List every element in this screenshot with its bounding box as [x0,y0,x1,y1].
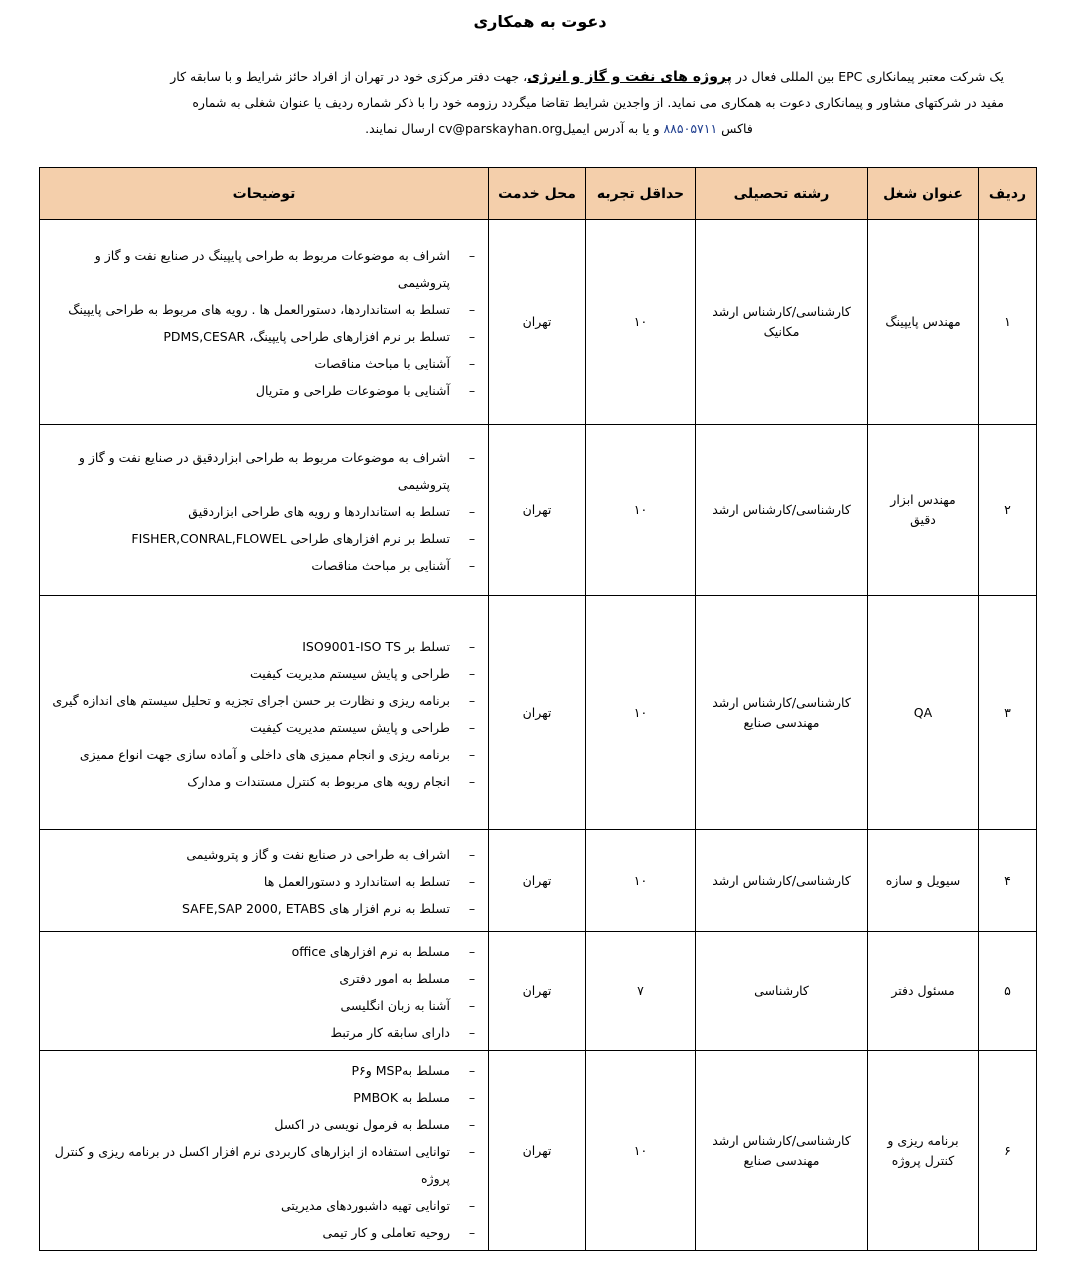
intro-line-2: مفید در شرکتهای مشاور و پیمانکاری دعوت به همکاری می نماید. از واجدین شرایط تقاضا میگردد رزومه خود را با ذکر شماره ردیف یا عنوان شغلی به شماره [192,95,1004,110]
cell-description [40,425,489,596]
list-item: – مسلط بهMSP وP۶ [48,1057,488,1084]
cell-job: QA [868,596,979,830]
requirements-list [48,1057,488,1246]
header-row-number: ردیف [979,168,1037,220]
list-item: – مسلط به فرمول نویسی در اکسل [48,1111,488,1138]
requirements-list [48,938,488,1046]
cell-description [40,932,489,1051]
cell-exp: ۱۰ [586,220,696,425]
list-item: – تسلط بر نرم افزارهای طراحی پایپینگ، PDMS,CESAR [48,323,488,350]
cell-loc: تهران [489,220,586,425]
table-row [40,932,1037,1051]
jobs-table [39,167,1037,1251]
list-item: – تسلط بر نرم افزارهای طراحی FISHER,CONRAL,FLOWEL [48,525,488,552]
cell-job: مهندس پایپینگ [868,220,979,425]
list-item: – طراحی و پایش سیستم مدیریت کیفیت [48,714,488,741]
list-item: – تسلط به نرم افزار های SAFE,SAP 2000, ETABS [48,895,488,922]
header-field: رشته تحصیلی [696,168,868,220]
list-item: – تسلط به استانداردها و رویه های طراحی ابزاردقیق [48,498,488,525]
requirements-list [48,242,488,404]
intro-text: و یا به آدرس ایمیل [562,121,664,136]
list-item: – تسلط بر ISO9001-ISO TS [48,633,488,660]
cell-field: کارشناسی/کارشناس ارشد مکانیک [696,220,868,425]
list-item: – مسلط به نرم افزارهای office [48,938,488,965]
cell-exp: ۱۰ [586,1051,696,1251]
list-item: – انجام رویه های مربوط به کنترل مستندات و مدارک [48,768,488,795]
cell-description [40,220,489,425]
list-item: – آشنایی با موضوعات طراحی و متریال [48,377,488,404]
cell-exp: ۱۰ [586,596,696,830]
cell-loc: تهران [489,1051,586,1251]
header-description: توضیحات [40,168,489,220]
table-row [40,596,1037,830]
intro-text: ، جهت دفتر مرکزی خود در تهران از افراد حائز شرایط و با سابقه کار [170,69,528,84]
list-item: – اشراف به موضوعات مربوط به طراحی ابزاردقیق در صنایع نفت و گاز و پتروشیمی [48,444,488,498]
cell-description [40,830,489,932]
list-item: – توانایی استفاده از ابزارهای کاربردی نرم افزار اکسل در برنامه ریزی و کنترل پروژه [48,1138,488,1192]
intro-text: ارسال نمایند. [365,121,439,136]
intro-highlight: پروژه های نفت و گاز و انرژی [527,69,732,85]
cell-field: کارشناسی/کارشناس ارشد مهندسی صنایع [696,1051,868,1251]
requirements-list [48,633,488,795]
cell-num: ۶ [979,1051,1037,1251]
cell-loc: تهران [489,830,586,932]
list-item: – برنامه ریزی و انجام ممیزی های داخلی و آماده سازی جهت انواع ممیزی [48,741,488,768]
header-job-title: عنوان شغل [868,168,979,220]
cell-num: ۲ [979,425,1037,596]
requirements-list [48,841,488,922]
cell-job: مسئول دفتر [868,932,979,1051]
cell-exp: ۱۰ [586,425,696,596]
table-row [40,830,1037,932]
list-item: – آشنایی با مباحث مناقصات [48,350,488,377]
cell-num: ۳ [979,596,1037,830]
cell-job: مهندس ابزار دقیق [868,425,979,596]
list-item: – اشراف به طراحی در صنایع نفت و گاز و پتروشیمی [48,841,488,868]
table-row [40,220,1037,425]
list-item: – دارای سابقه کار مرتبط [48,1019,488,1046]
cell-num: ۵ [979,932,1037,1051]
intro-text: یک شرکت معتبر پیمانکاری EPC بین المللی فعال در [731,69,1004,84]
list-item: – مسلط به PMBOK [48,1084,488,1111]
intro-line-1 [74,64,1004,90]
cell-num: ۴ [979,830,1037,932]
cell-field: کارشناسی/کارشناس ارشد مهندسی صنایع [696,596,868,830]
cell-job: سیویل و سازه [868,830,979,932]
cell-job: برنامه ریزی و کنترل پروژه [868,1051,979,1251]
table-row [40,425,1037,596]
list-item: – اشراف به موضوعات مربوط به طراحی پایپینگ در صنایع نفت و گاز و پتروشیمی [48,242,488,296]
intro-text: فاکس [717,121,753,136]
cell-loc: تهران [489,596,586,830]
list-item: – تسلط به استاندارد و دستورالعمل ها [48,868,488,895]
list-item: – طراحی و پایش سیستم مدیریت کیفیت [48,660,488,687]
list-item: – برنامه ریزی و نظارت بر حسن اجرای تجزیه و تحلیل سیستم های اندازه گیری [48,687,488,714]
cell-exp: ۷ [586,932,696,1051]
cell-field: کارشناسی/کارشناس ارشد [696,425,868,596]
list-item: – توانایی تهیه داشبوردهای مدیریتی [48,1192,488,1219]
table-row [40,1051,1037,1251]
fax-number: ۸۸۵۰۵۷۱۱ [663,121,718,136]
cell-num: ۱ [979,220,1037,425]
cell-loc: تهران [489,425,586,596]
intro-paragraph [74,64,1004,142]
cell-loc: تهران [489,932,586,1051]
list-item: – آشنایی بر مباحث مناقصات [48,552,488,579]
cell-field: کارشناسی/کارشناس ارشد [696,830,868,932]
page-title: دعوت به همکاری [473,12,607,31]
cell-description [40,596,489,830]
header-location: محل خدمت [489,168,586,220]
cell-field: کارشناسی [696,932,868,1051]
requirements-list [48,444,488,579]
list-item: – تسلط به استانداردها، دستورالعمل ها . رویه های مربوط به طراحی پایپینگ [48,296,488,323]
cell-description [40,1051,489,1251]
header-experience: حداقل تجربه [586,168,696,220]
email-address[interactable]: cv@parskayhan.org [438,121,563,136]
list-item: – آشنا به زبان انگلیسی [48,992,488,1019]
list-item: – مسلط به امور دفتری [48,965,488,992]
cell-exp: ۱۰ [586,830,696,932]
list-item: – روحیه تعاملی و کار تیمی [48,1219,488,1246]
table-header-row [40,168,1037,220]
intro-line-3 [74,116,1004,142]
